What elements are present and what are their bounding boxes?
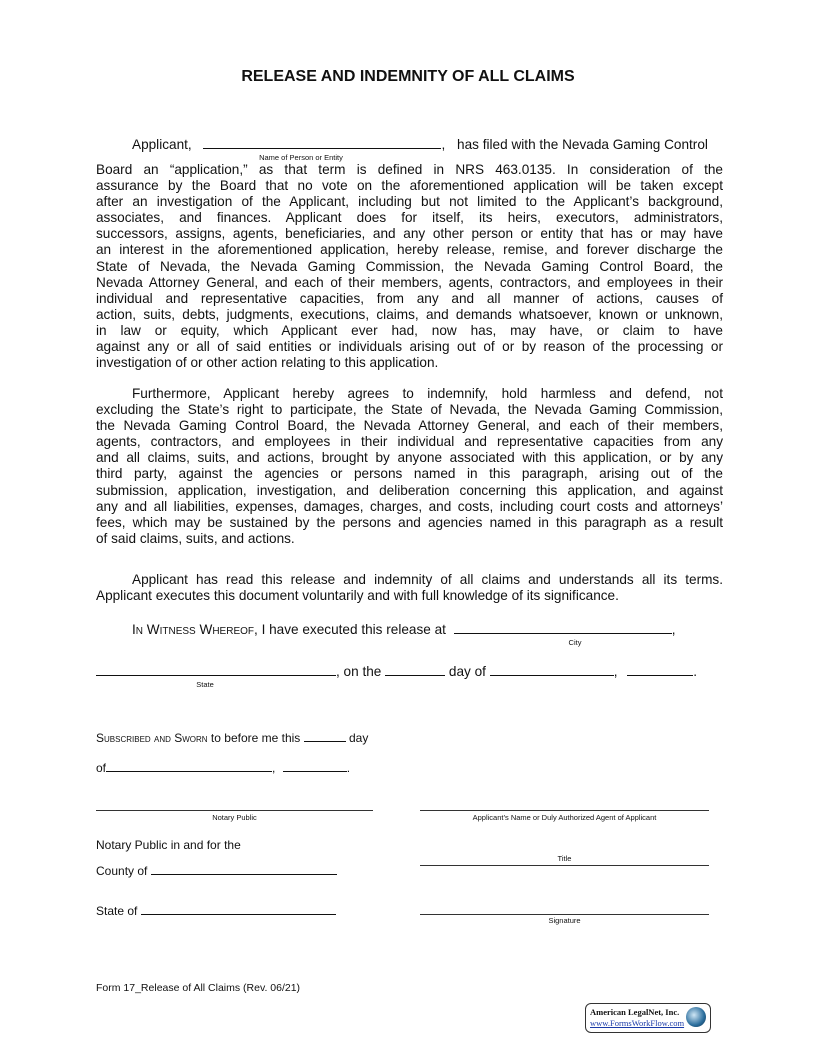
subscribed-line [96, 730, 368, 745]
paragraph-line: successors, assigns, agents, beneficiaries, and any other person or entity that has or may have [96, 226, 723, 242]
notary-caption: Notary Public [212, 813, 257, 822]
comma: , [272, 761, 276, 775]
witness-text: I have executed this release at [261, 622, 446, 637]
city-field[interactable] [454, 622, 672, 634]
state-of-label: State of [96, 904, 138, 918]
day-field[interactable] [385, 664, 445, 676]
notary-in-and-for: Notary Public in and for the [96, 838, 241, 852]
acknowledgement-paragraph [96, 572, 723, 604]
paragraph-line: fees, which may be sustained by the persons and agencies named in this paragraph as a result [96, 514, 723, 530]
form-id: Form 17_Release of All Claims (Rev. 06/21) [96, 982, 301, 994]
period: . [346, 761, 351, 775]
paragraph-line: submission, application, investigation, and deliberation concerning this application, and against [96, 482, 723, 498]
logo-line2: www.FormsWorkFlow.com [590, 1018, 685, 1028]
subscribed-label: Subscribed and Sworn [96, 731, 208, 745]
release-paragraph [96, 162, 723, 371]
paragraph-line: Furthermore, Applicant hereby agrees to indemnify, hold harmless and defend, not [132, 386, 723, 401]
signature-caption: Signature [548, 916, 581, 925]
comma: , [613, 664, 618, 679]
comma: , [441, 137, 446, 152]
county-line [96, 863, 337, 878]
month-field[interactable] [490, 664, 614, 676]
globe-icon [686, 1007, 706, 1027]
paragraph-line: associates, and finances. Applicant does for itself, its heirs, executors, administrators, [96, 210, 723, 226]
paragraph-line: action, suits, debts, judgments, executions, claims, and demands whatsoever, known or unknown, [96, 306, 723, 322]
signature-line[interactable] [420, 914, 709, 915]
county-label: County of [96, 864, 148, 878]
notary-signature-line[interactable] [96, 810, 373, 811]
date-line [96, 664, 697, 679]
city-caption: City [568, 638, 582, 647]
indemnify-paragraph [96, 386, 723, 547]
paragraph-line: after an investigation of the Applicant, including but not limited to the Applicant’s background, [96, 194, 723, 210]
notary-month-field[interactable] [106, 760, 272, 772]
notary-of-line [96, 760, 350, 775]
paragraph-line: in law or equity, which Applicant ever had, now has, may have, or claim to have [96, 322, 723, 338]
paragraph-line: Applicant executes this document voluntarily and with full knowledge of its significance. [96, 588, 619, 604]
paragraph-line: Applicant has read this release and indemnity of all claims and understands all its terms. [132, 572, 723, 587]
applicant-name-signature-line[interactable] [420, 810, 709, 811]
americanlegalnet-logo[interactable] [585, 1003, 711, 1033]
applicant-name-field[interactable] [203, 137, 441, 149]
title-caption: Title [557, 854, 572, 863]
notary-day-field[interactable] [304, 730, 346, 742]
applicant-after-text: has filed with the Nevada Gaming Control [457, 137, 708, 152]
paragraph-line: investigation of or other action relating to this application. [96, 355, 439, 371]
paragraph-line: individual and representative capacities, from any and all manner of actions, causes of [96, 290, 723, 306]
to-before-text: to before me this [210, 731, 301, 745]
day-text: day [349, 731, 369, 745]
applicant-label: Applicant, [132, 137, 192, 152]
paragraph-line: the Nevada Gaming Control Board, the Nevada Attorney General, and each of their members, [96, 418, 723, 434]
county-field[interactable] [151, 863, 337, 875]
paragraph-line: agents, contractors, and employees in their individual and representative capacities from any [96, 434, 723, 450]
paragraph-line: excluding the State’s right to participate, the State of Nevada, the Nevada Gaming Commission, [96, 402, 723, 418]
witness-line [132, 622, 676, 637]
notary-state-field[interactable] [141, 903, 336, 915]
paragraph-line: Nevada Attorney General, and each of their members, agents, contractors, and employees in their [96, 274, 723, 290]
paragraph-line: against any or all of said entities or individuals arising out of or by reason of the processing or [96, 339, 723, 355]
on-the-text: , on the [336, 664, 382, 679]
notary-year-field[interactable] [283, 760, 347, 772]
year-field[interactable] [627, 664, 693, 676]
state-field[interactable] [96, 664, 336, 676]
paragraph-line: an interest in the aforementioned application, hereby release, remise, and forever discharge the [96, 242, 723, 258]
name-caption: Name of Person or Entity [259, 153, 343, 162]
witness-label: In Witness Whereof, [132, 622, 258, 637]
of-text: of [96, 761, 107, 775]
paragraph-line: and all claims, suits, and actions, brought by anyone associated with this application, or by any [96, 450, 723, 466]
applicant-line [132, 137, 708, 152]
logo-line1: American LegalNet, Inc. [590, 1007, 680, 1017]
paragraph-line: State of Nevada, the Nevada Gaming Commission, the Nevada Gaming Control Board, the [96, 258, 723, 274]
state-of-line [96, 903, 336, 918]
paragraph-line: Board an “application,” as that term is defined in NRS 463.0135. In consideration of the [96, 162, 723, 177]
applicant-name-caption: Applicant’s Name or Duly Authorized Agent of Applicant [472, 813, 657, 822]
title-line[interactable] [420, 865, 709, 866]
paragraph-line: any and all liabilities, expenses, damages, charges, and costs, including court costs and attorneys’ [96, 498, 723, 514]
paragraph-line: of said claims, suits, and actions. [96, 530, 295, 546]
state-caption: State [196, 680, 214, 689]
period: . [693, 664, 698, 679]
paragraph-line: third party, against the agencies or persons named in this paragraph, arising out of the [96, 466, 723, 482]
comma: , [671, 622, 676, 637]
day-of-text: day of [448, 664, 486, 679]
document-title: RELEASE AND INDEMNITY OF ALL CLAIMS [241, 68, 575, 85]
paragraph-line: assurance by the Board that no vote on the aforementioned application will be taken except [96, 178, 723, 194]
